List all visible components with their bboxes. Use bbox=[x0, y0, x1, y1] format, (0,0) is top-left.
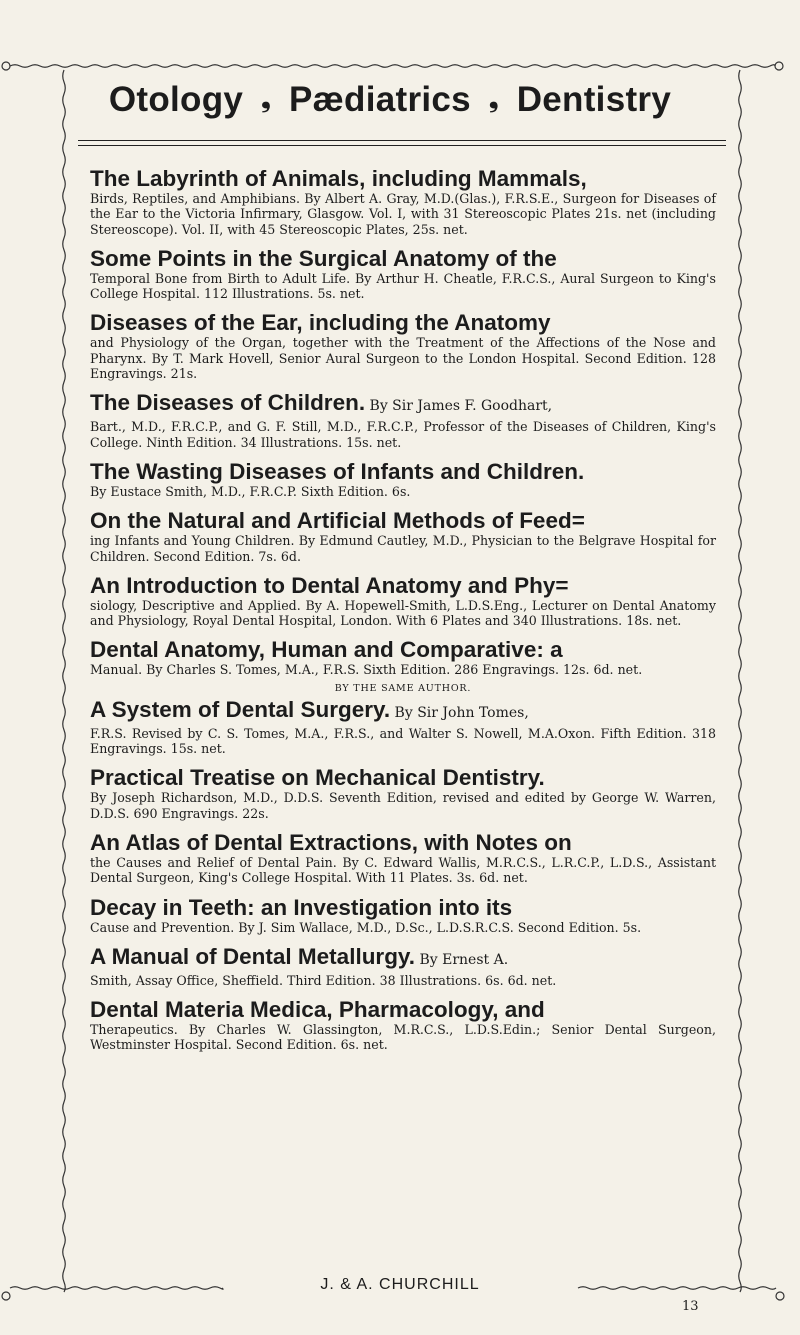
book-description: ing Infants and Young Children. By Edmund Cautley, M.D., Physician to the Belgrave Hospital for Children. Second Edition. 7s. 6d. bbox=[90, 533, 716, 564]
book-description: Manual. By Charles S. Tomes, M.A., F.R.S. Sixth Edition. 286 Engravings. 12s. 6d. net. bbox=[90, 662, 643, 678]
book-title: Some Points in the Surgical Anatomy of the bbox=[90, 245, 557, 271]
book-description: Smith, Assay Office, Sheffield. Third Edition. 38 Illustrations. 6s. 6d. net. bbox=[90, 972, 557, 988]
book-description: By Joseph Richardson, M.D., D.D.S. Seventh Edition, revised and edited by George W. Warren, D.D.S. 690 Engravings. 22s. bbox=[90, 790, 716, 821]
book-description: siology, Descriptive and Applied. By A. Hopewell-Smith, L.D.S.Eng., Lecturer on Dental Anatomy and Physiology, Royal Dental Hospital, London. With 6 Plates and 340 Illustrations. 18s. net. bbox=[90, 597, 716, 629]
book-title: On the Natural and Artificial Methods of Feed= bbox=[90, 508, 585, 534]
book-author-inline: By Sir John Tomes, bbox=[390, 704, 529, 721]
book-title: An Introduction to Dental Anatomy and Phy= bbox=[90, 572, 569, 598]
leaf-ornament-icon: ❟ bbox=[261, 86, 271, 113]
book-title-line bbox=[90, 390, 716, 419]
book-entry bbox=[90, 895, 716, 935]
book-entry bbox=[90, 697, 716, 757]
header-double-rule bbox=[78, 140, 726, 146]
book-title: An Atlas of Dental Extractions, with Notes on bbox=[90, 829, 572, 855]
book-description: F.R.S. Revised by C. S. Tomes, M.A., F.R.S., and Walter S. Nowell, M.A.Oxon. Fifth Edition. 318 Engravings. 15s. net. bbox=[90, 725, 716, 757]
book-title: The Wasting Diseases of Infants and Children. bbox=[90, 458, 585, 484]
book-entry bbox=[90, 508, 716, 564]
header-dentistry: Dentistry bbox=[516, 80, 672, 119]
book-entry bbox=[90, 459, 716, 499]
book-title: The Diseases of Children. bbox=[90, 390, 366, 416]
book-entry bbox=[90, 944, 716, 988]
book-entry bbox=[90, 765, 716, 821]
leaf-ornament-icon: ❟ bbox=[488, 86, 499, 113]
book-description: Birds, Reptiles, and Amphibians. By Albert A. Gray, M.D.(Glas.), F.R.S.E., Surgeon for Diseases of the Ear to the Victoria Infirmary, Glasgow. Vol. I, with 31 Stereoscopic Plates 21s. net (including Stereoscope). Vol. II, with 45 Stereoscopic Plates, 25s. net. bbox=[90, 191, 716, 237]
page-header bbox=[70, 80, 710, 120]
book-description: and Physiology of the Organ, together with the Treatment of the Affections of the Nose and Pharynx. By T. Mark Hovell, Senior Aural Surgeon to the London Hospital. Second Edition. 128 Engravings. 21s. bbox=[90, 335, 716, 382]
book-title-line bbox=[90, 697, 716, 726]
book-description: Cause and Prevention. By J. Sim Wallace, M.D., D.Sc., L.D.S.R.C.S. Second Edition. 5s. bbox=[90, 919, 642, 935]
book-author-inline: By Ernest A. bbox=[415, 951, 509, 968]
book-entry bbox=[90, 390, 716, 450]
book-entry bbox=[90, 830, 716, 886]
book-title: Diseases of the Ear, including the Anatomy bbox=[90, 310, 551, 336]
book-entry bbox=[90, 637, 716, 677]
book-description: Bart., M.D., F.R.C.P., and G. F. Still, M.D., F.R.C.P., Professor of the Diseases of Children, King's College. Ninth Edition. 34 Illustrations. 15s. net. bbox=[90, 419, 716, 450]
book-description: By Eustace Smith, M.D., F.R.C.P. Sixth Edition. 6s. bbox=[90, 483, 411, 499]
book-title: Decay in Teeth: an Investigation into its bbox=[90, 894, 513, 920]
book-title: The Labyrinth of Animals, including Mammals, bbox=[90, 166, 587, 191]
book-title: A Manual of Dental Metallurgy. bbox=[90, 943, 416, 969]
header-paediatrics: Pædiatrics bbox=[288, 80, 471, 119]
book-entry bbox=[90, 310, 716, 381]
book-entry bbox=[90, 246, 716, 302]
book-author-inline: By Sir James F. Goodhart, bbox=[365, 398, 553, 415]
publisher-footer: J. & A. CHURCHILL bbox=[320, 1276, 480, 1293]
book-title-line bbox=[90, 944, 716, 973]
book-entry bbox=[90, 573, 716, 629]
book-list bbox=[90, 166, 716, 1062]
book-title: Practical Treatise on Mechanical Dentistry. bbox=[90, 765, 545, 791]
book-title: Dental Anatomy, Human and Comparative: a bbox=[90, 637, 563, 663]
book-description: Therapeutics. By Charles W. Glassington, M.R.C.S., L.D.S.Edin.; Senior Dental Surgeon, Westminster Hospital. Second Edition. 6s. net. bbox=[90, 1022, 716, 1053]
book-title: Dental Materia Medica, Pharmacology, and bbox=[90, 997, 545, 1023]
book-title: A System of Dental Surgery. bbox=[90, 696, 391, 722]
book-entry bbox=[90, 997, 716, 1053]
same-author-note: BY THE SAME AUTHOR. bbox=[334, 682, 472, 694]
page-number: 13 bbox=[682, 1299, 699, 1314]
book-description: Temporal Bone from Birth to Adult Life. By Arthur H. Cheatle, F.R.C.S., Aural Surgeon to King's College Hospital. 112 Illustrations. 5s. net. bbox=[90, 270, 716, 302]
book-entry bbox=[90, 166, 716, 237]
book-description: the Causes and Relief of Dental Pain. By C. Edward Wallis, M.R.C.S., L.R.C.P., L.D.S., Assistant Dental Surgeon, King's College Hospital. With 11 Plates. 3s. 6d. net. bbox=[90, 854, 716, 886]
header-otology: Otology bbox=[108, 80, 244, 119]
